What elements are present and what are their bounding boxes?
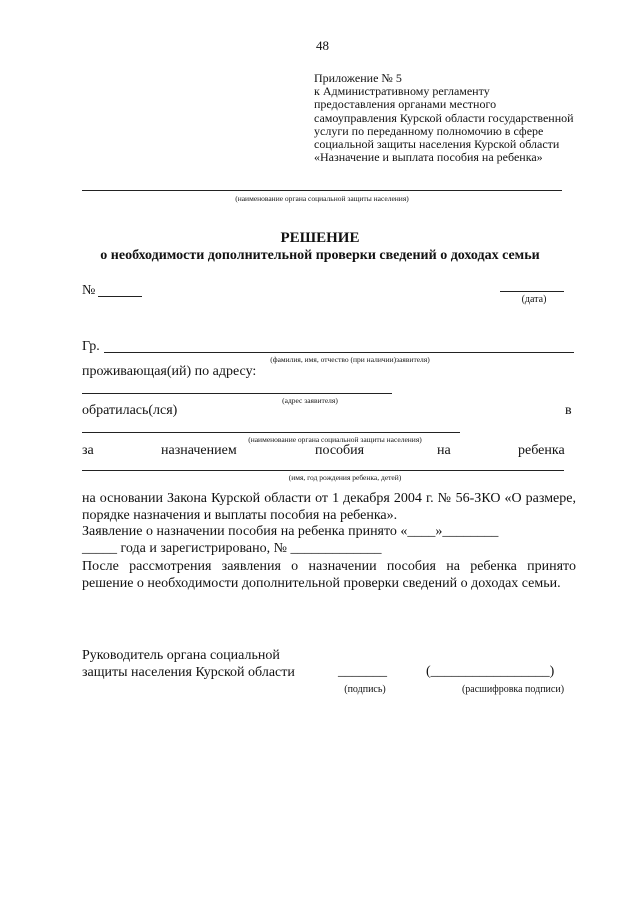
rebenka-word: ребенка — [518, 443, 565, 458]
signature-caption: (подпись) — [344, 684, 386, 695]
statement-line-1: Заявление о назначении пособия на ребенка принято «____»________ — [82, 524, 499, 539]
number-label: № — [82, 283, 96, 298]
org-name-caption-2: (наименование органа социальной защиты населения) — [248, 435, 422, 444]
statement-line-2: _____ года и зарегистрировано, № _____________ — [82, 541, 382, 556]
in-word: в — [565, 403, 572, 418]
child-caption: (имя, год рождения ребенка, детей) — [288, 473, 402, 482]
date-caption: (дата) — [521, 294, 547, 305]
signature-field[interactable]: _______ — [338, 664, 387, 679]
signature-decode-field[interactable]: (_________________) — [426, 664, 555, 679]
appendix-line: к Административному регламенту — [314, 84, 490, 99]
org-name-line — [82, 190, 562, 191]
document-subtitle: о необходимости дополнительной проверки сведений о доходах семьи — [100, 248, 540, 263]
child-field[interactable] — [82, 470, 564, 471]
address-field[interactable] — [82, 393, 392, 394]
naznacheniem-word: назначением — [161, 443, 237, 458]
org-name-caption: (наименование органа социальной защиты населения) — [235, 194, 409, 203]
citizen-label: Гр. — [82, 339, 100, 354]
appendix-line: самоуправления Курской области государственной — [314, 110, 574, 125]
posobiya-word: пособия — [315, 443, 365, 458]
appendix-line: социальной защиты населения Курской области — [314, 137, 560, 152]
date-field[interactable] — [500, 291, 564, 292]
head-title-line-1: Руководитель органа социальной — [82, 648, 280, 663]
appendix-header — [314, 72, 574, 164]
decision-paragraph: После рассмотрения заявления о назначении пособия на ребенка принято решение о необходимости дополнительной проверки сведений о доходах семьи. — [82, 559, 576, 591]
residing-label: проживающая(ий) по адресу: — [82, 364, 257, 379]
number-field[interactable] — [98, 296, 142, 297]
document-title: РЕШЕНИЕ — [280, 230, 360, 246]
appendix-line: Приложение № 5 — [314, 71, 402, 85]
za-word: за — [82, 443, 94, 458]
signature-decode-caption: (расшифровка подписи) — [461, 684, 565, 695]
head-title-line-2: защиты населения Курской области — [82, 665, 295, 680]
org-name-field[interactable] — [82, 432, 460, 433]
appendix-line: «Назначение и выплата пособия на ребенка» — [314, 150, 543, 165]
na-word: на — [437, 443, 451, 458]
address-caption: (адрес заявителя) — [282, 396, 338, 405]
fio-caption: (фамилия, имя, отчество (при наличии)заявителя) — [270, 355, 430, 364]
appendix-line: предоставления органами местного — [314, 97, 497, 112]
basis-paragraph: на основании Закона Курской области от 1 декабря 2004 г. № 56-ЗКО «О размере, порядке назначения и выплаты пособия на ребенка». — [82, 491, 576, 523]
applied-label: обратилась(лся) — [82, 403, 178, 418]
citizen-name-field[interactable] — [104, 352, 574, 353]
appendix-line: услуги по переданному полномочию в сфере — [314, 123, 544, 138]
page-number: 48 — [316, 38, 329, 53]
